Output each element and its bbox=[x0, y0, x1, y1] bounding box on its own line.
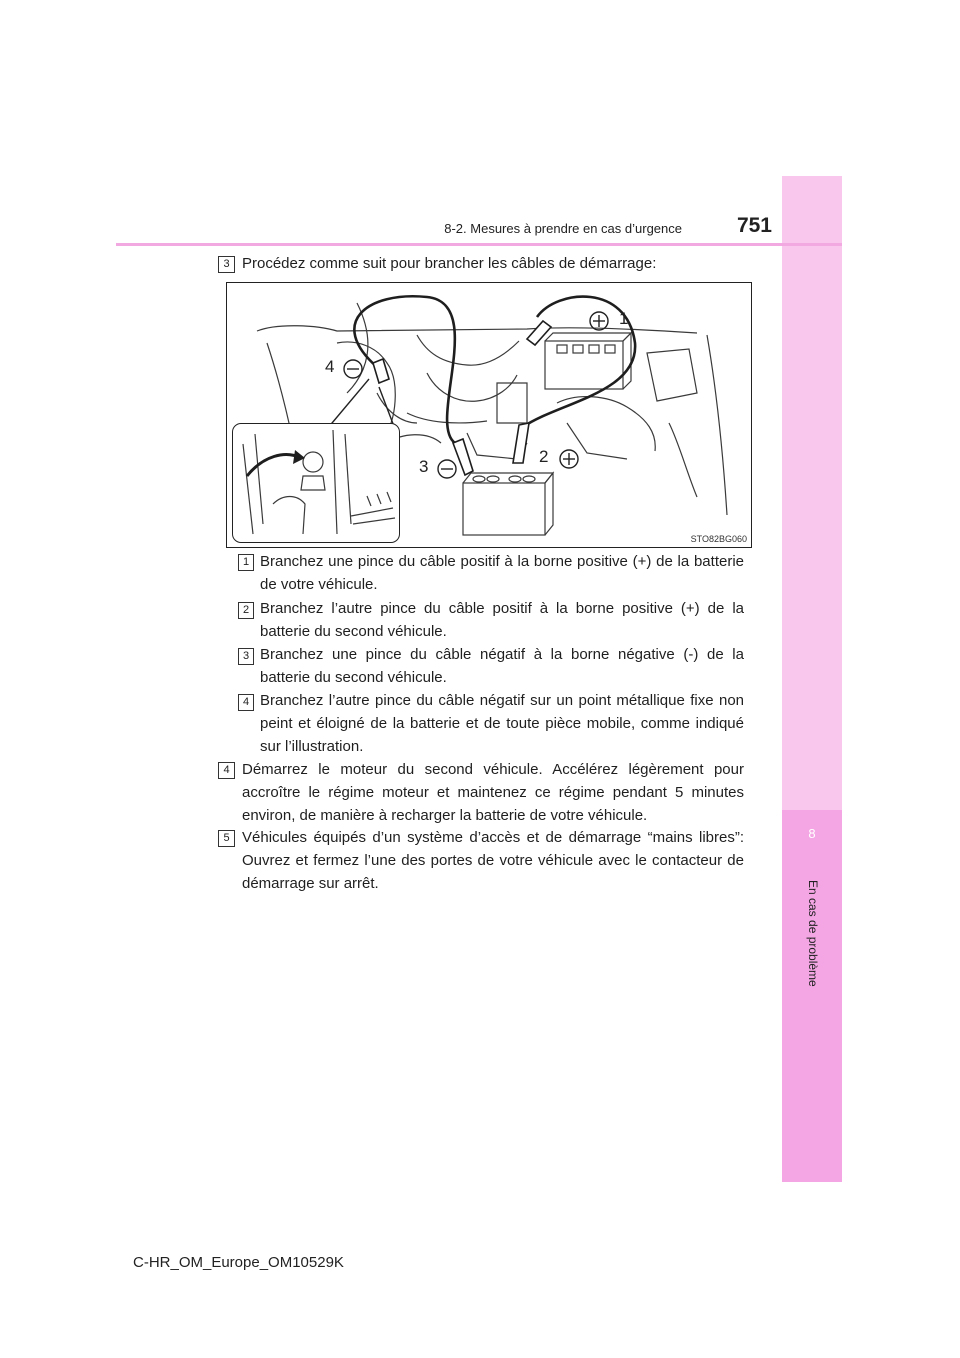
step-text-5: Véhicules équipés d’un système d’accès et de démarrage “mains libres”: Ouvrez et fermez l’une des portes de votre véhicule avec le contacteur de démarrage sur arrêt. bbox=[242, 829, 744, 892]
substep-text-4: Branchez l’autre pince du câble négatif sur un point métallique fixe non peint et éloigné de la batterie et de toute pièce mobile, comme indiqué sur l’illustration. bbox=[260, 692, 744, 755]
chapter-title: En cas de problème bbox=[806, 880, 820, 987]
step-badge-5: 5 bbox=[218, 830, 235, 847]
substep-text-1: Branchez une pince du câble positif à la borne positive (+) de la batterie de votre véhicule. bbox=[260, 553, 744, 593]
step-badge-4: 4 bbox=[218, 762, 235, 779]
model-code: C-HR_OM_Europe_OM10529K bbox=[133, 1254, 344, 1271]
ground-point-drawing bbox=[233, 424, 399, 542]
step-text-4: Démarrez le moteur du second véhicule. Accélérez légèrement pour accroître le régime moteur et maintenez ce régime pendant 5 minutes environ, de manière à recharger la batterie de votre véhicule. bbox=[242, 761, 744, 824]
substep-badge-1: 1 bbox=[238, 554, 254, 571]
figure-label-1: 1 bbox=[619, 309, 629, 328]
figure-label-2: 2 bbox=[539, 447, 549, 466]
figure-label-3: 3 bbox=[419, 457, 429, 476]
figure-id: STO82BG060 bbox=[690, 534, 747, 544]
figure-label-4: 4 bbox=[325, 357, 335, 376]
substep-badge-4: 4 bbox=[238, 694, 254, 711]
substep-text-3: Branchez une pince du câble négatif à la borne négative (-) de la batterie du second véhicule. bbox=[260, 646, 744, 686]
jump-start-illustration bbox=[226, 282, 752, 548]
substep-badge-3: 3 bbox=[238, 648, 254, 665]
step-badge-3: 3 bbox=[218, 256, 235, 273]
header-rule bbox=[116, 243, 842, 246]
chapter-tab-background bbox=[782, 176, 842, 810]
substep-text-2: Branchez l’autre pince du câble positif à la borne positive (+) de la batterie du second véhicule. bbox=[260, 600, 744, 640]
ground-point-inset bbox=[232, 423, 400, 543]
page-number: 751 bbox=[736, 214, 772, 237]
chapter-number: 8 bbox=[808, 826, 816, 841]
step-text-3: Procédez comme suit pour brancher les câbles de démarrage: bbox=[242, 255, 657, 272]
section-title: 8-2. Mesures à prendre en cas d’urgence bbox=[444, 221, 682, 236]
substep-badge-2: 2 bbox=[238, 602, 254, 619]
